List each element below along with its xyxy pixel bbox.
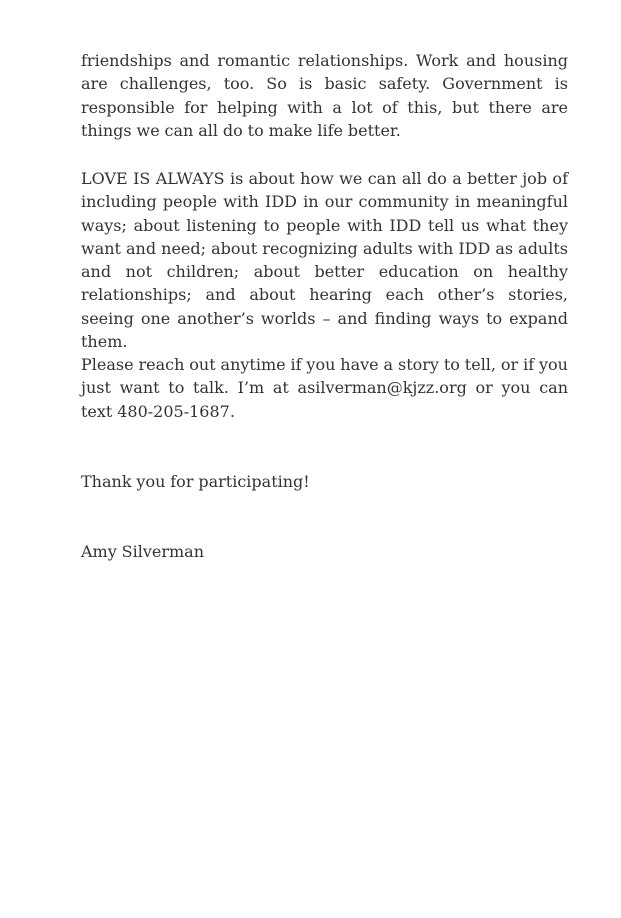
contact-paragraph: Please reach out anytime if you have a story to tell, or if you just want to talk. I’m at asilverman@kjzz.org or you can text 480-205-1687. xyxy=(81,355,568,421)
closing-line: Thank you for participating! xyxy=(81,472,310,491)
body-paragraph: LOVE IS ALWAYS is about how we can all do a better job of including people with IDD in our community in meaningful ways; about listening to people with IDD tell us what they want and need; about recognizing adults with IDD as adults and not children; about better education on healthy relationships; and about hearing each other’s stories, seeing one another’s worlds – and finding ways to expand them. xyxy=(81,169,568,352)
body-paragraph: friendships and romantic relationships. Work and housing are challenges, too. So is basic safety. Government is responsible for helping with a lot of this, but there are things we can all do to make life better. xyxy=(81,51,568,140)
signature: Amy Silverman xyxy=(81,542,205,561)
